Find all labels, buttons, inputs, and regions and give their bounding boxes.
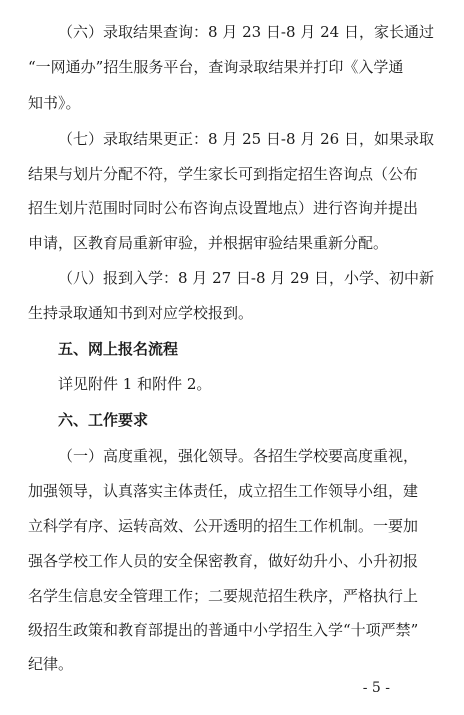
- req1-line6: 级招生政策和教育部提出的普通中小学招生入学“十项严禁”: [28, 621, 419, 639]
- section7-line1: （七）录取结果更正：8 月 25 日-8 月 26 日，如果录取: [58, 130, 434, 148]
- section7-line2: 结果与划片分配不符，学生家长可到指定招生咨询点（公布: [28, 165, 419, 183]
- heading5-body: 详见附件 1 和附件 2。: [58, 375, 212, 393]
- section7-line3: 招生划片范围时同时公布咨询点设置地点）进行咨询并提出: [28, 199, 419, 217]
- req1-line3: 立科学有序、运转高效、公开透明的招生工作机制。一要加: [28, 517, 419, 535]
- section8-line2: 生持录取通知书到对应学校报到。: [28, 304, 254, 322]
- section8-line1: （八）报到入学：8 月 27 日-8 月 29 日，小学、初中新: [58, 269, 434, 287]
- req1-line7: 纪律。: [28, 655, 74, 673]
- req1-line5: 名学生信息安全管理工作；二要规范招生秩序，严格执行上: [28, 587, 419, 605]
- heading-online-registration: 五、网上报名流程: [58, 340, 179, 358]
- req1-line2: 加强领导，认真落实主体责任，成立招生工作领导小组，建: [28, 482, 419, 500]
- req1-line4: 强各学校工作人员的安全保密教育，做好幼升小、小升初报: [28, 552, 419, 570]
- section7-line4: 申请，区教育局重新审验，并根据审验结果重新分配。: [28, 234, 389, 252]
- section6-line3: 知书》。: [28, 94, 81, 112]
- section6-line2: “一网通办”招生服务平台，查询录取结果并打印《入学通: [28, 58, 404, 76]
- heading-work-requirements: 六、工作要求: [58, 411, 149, 429]
- req1-line1: （一）高度重视，强化领导。各招生学校要高度重视，: [58, 447, 419, 465]
- page-number: - 5 -: [362, 680, 390, 696]
- section6-line1: （六）录取结果查询：8 月 23 日-8 月 24 日，家长通过: [58, 23, 434, 41]
